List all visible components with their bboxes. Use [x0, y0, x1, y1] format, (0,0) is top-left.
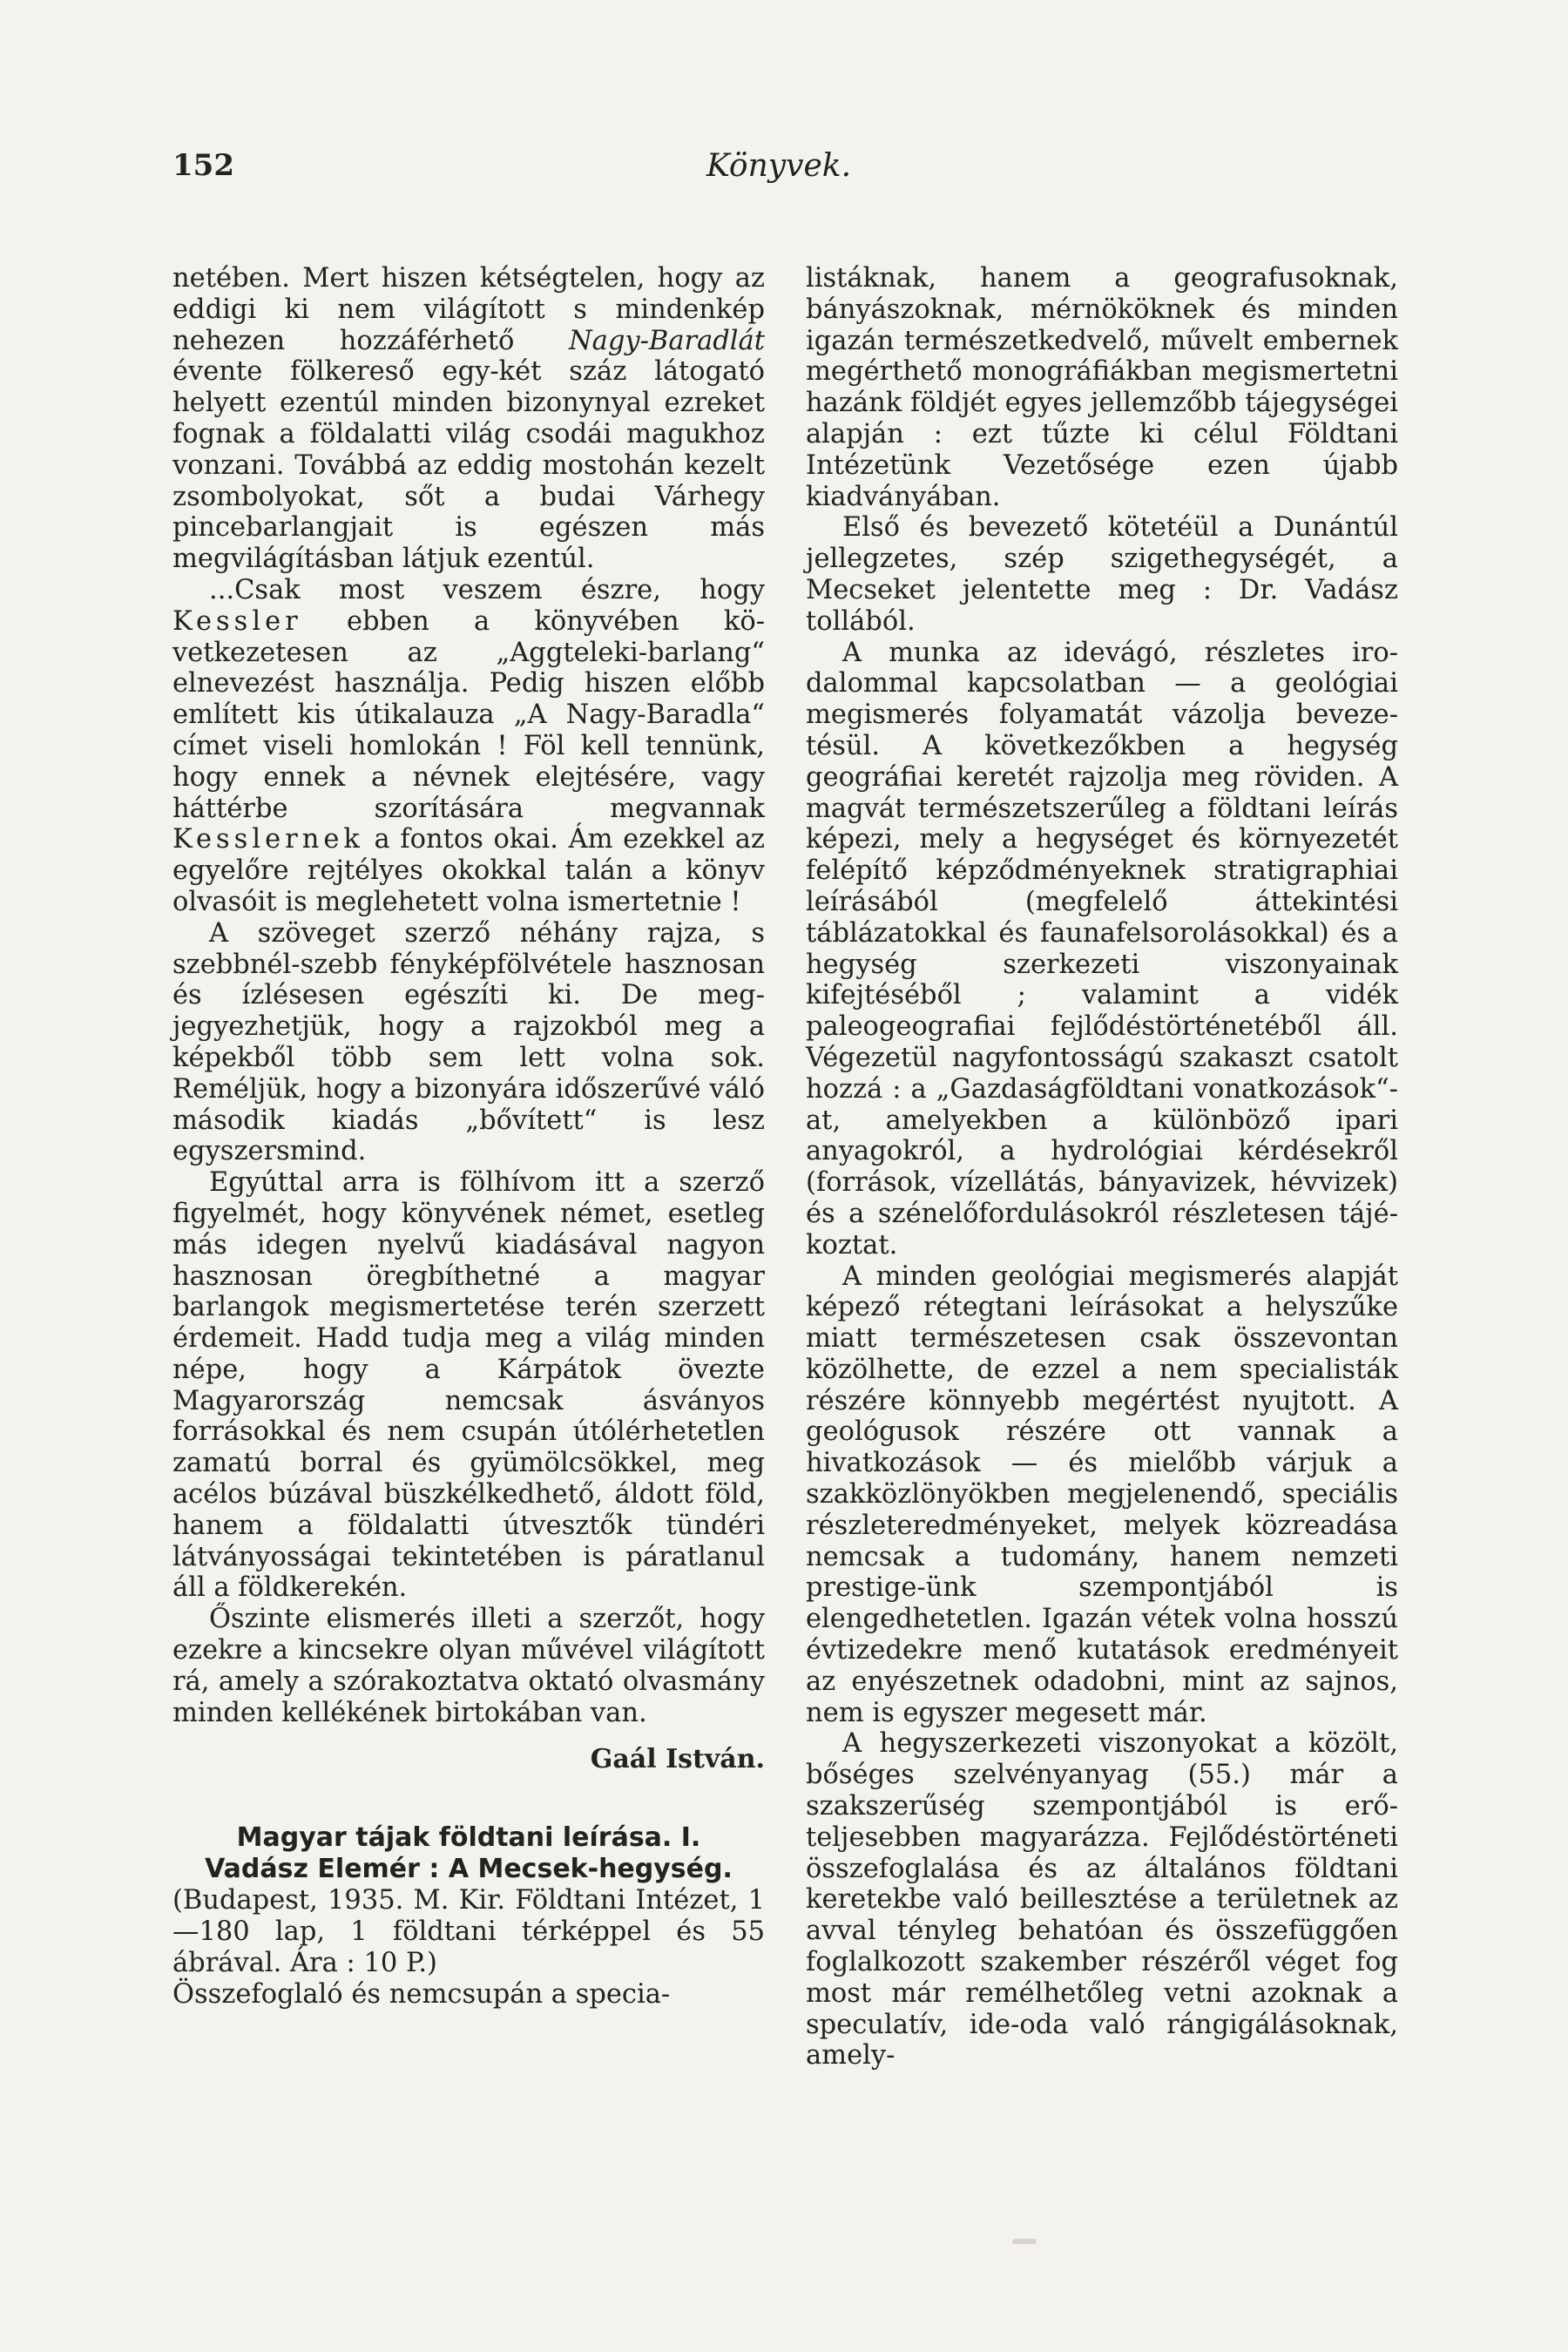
left-paragraph-3: A szöveget szerző néhány rajza, s szebbnél-szebb fényképfölvétele hasznosan és ízlésesen egészíti ki. De megjegyezhetjük, hogy a rajzokból meg a képekből több sem lett volna sok. Reméljük, hogy a bizonyára időszerűvé váló második kiadás „bővített“ is lesz egyszersmind. [172, 917, 765, 1167]
right-column [806, 263, 1398, 2072]
text-run: ...Csak most veszem észre, hogy [209, 574, 765, 605]
book-series-title: Magyar tájak földtani leírása. I. [236, 1822, 701, 1854]
book-publication-info: (Budapest, 1935. M. Kir. Földtani Intézet, 1—180 lap, 1 földtani térképpel és 55 ábrával. Ára : 10 P.) [172, 1885, 765, 1978]
left-paragraph-1 [172, 263, 765, 575]
right-paragraph-1: listáknak, hanem a geografusoknak, bányászoknak, mérnököknek és minden igazán természetkedvelő, művelt embernek megérthető monográfiákban megismertetni hazánk földjét egyes jellemzőbb tájegységei alapján : ezt tűzte ki célul Földtani Intézetünk Vezetősége ezen újabb kiadványában. [806, 263, 1398, 512]
italic-term: Nagy-Baradlát [568, 325, 765, 356]
left-column [172, 263, 765, 2010]
left-paragraph-4: Egyúttal arra is fölhívom itt a szerző figyelmét, hogy könyvének német, esetleg más idegen nyelvű kiadásával nagyon hasznosan öregbíthetné a magyar barlangok megismertetése terén szerzett érdemeit. Hadd tudja meg a világ minden népe, hogy a Kárpátok övezte Magyarország nemcsak ásványos forrásokkal és nem csupán útólérhetetlen zamatú borral és gyümölcsökkel, meg acélos búzával büszkélkedhető, áldott föld, hanem a földalatti útvesztők tündéri látványosságai tekintetében is páratlanul áll a földkerekén. [172, 1167, 765, 1604]
book-author-title: Vadász Elemér : A Mecsek-hegység. [205, 1854, 733, 1885]
running-title: Könyvek. [706, 148, 852, 184]
ink-smudge [1012, 2239, 1037, 2244]
right-paragraph-3: A munka az idevágó, részletes irodalommal kapcsolatban — a geológiai megismerés folyamatát vázolja bevezetésül. A következőkben a hegység geográfiai keretét rajzolja meg röviden. A magvát természetszerűleg a földtani leírás képezi, mely a hegységet és környezetét felépítő képződményeknek stratigraphiai leírásából (megfelelő áttekintési táblázatokkal és faunafelsorolásokkal) és a hegység szerkezeti viszonyainak kifejtéséből ; valamint a vidék paleogeografiai fejlődéstörténetéből áll. Végezetül nagyfontosságú szakaszt csatolt hozzá : a „Gazdaságföldtani vonatkozások“-at, amelyekben a különböző ipari anyagokról, a hydrológiai kérdésekről (források, vízellátás, bányavizek, hévvizek) és a szénelőfordulásokról részletesen tájékoztat. [806, 637, 1398, 1260]
left-paragraph-2 [172, 575, 765, 918]
text-run: netében. Mert hiszen kétségtelen, hogy az eddigi ki nem világított s mindenkép nehezen hozzáférhető [172, 263, 765, 356]
text-run: évente fölkereső egy-két száz látogató helyett ezentúl minden bizonynyal ezreket fognak a földalatti világ csodái magukhoz vonzani. Továbbá az eddig mostohán kezelt zsombolyokat, sőt a budai Várhegy pincebarlangjait is egészen más megvilágításban látjuk ezentúl. [172, 356, 765, 575]
text-run: a fontos okai. Ám ezekkel az egyelőre rejtélyes okokkal talán a könyv olvasóit is meglehetett volna ismertetnie ! [172, 824, 765, 917]
spaced-name: Kessler [172, 605, 302, 637]
book-review-heading [172, 1822, 765, 1885]
right-paragraph-4: A minden geológiai megismerés alapját képező rétegtani leírásokat a helyszűke miatt természetesen csak összevontan közölhette, de ezzel a nem specialisták részére könnyebb megértést nyujtott. A geológusok részére ott vannak a hivatkozások — és mielőbb várjuk a szakközlönyökben megjelenendő, speciális részleteredményeket, melyek közreadása nemcsak a tudomány, hanem nemzeti prestige-ünk szempontjából is elengedhetetlen. Igazán vétek volna hosszú évtizedekre menő kutatások eredményeit az enyészetnek odadobni, mint az sajnos, nem is egyszer megesett már. [806, 1260, 1398, 1728]
right-paragraph-2: Első és bevezető kötetéül a Dunántúl jellegzetes, szép szigethegységét, a Mecseket jelentette meg : Dr. Vadász tollából. [806, 512, 1398, 637]
left-paragraph-6: Összefoglaló és nemcsupán a specia- [172, 1978, 671, 2010]
text-run: ebben a könyvében következetesen az „Aggteleki-barlang“ elnevezést használja. Pedig hiszen előbb említett kis útikalauza „A Nagy-Baradla“ címet viseli homlokán ! Föl kell tennünk, hogy ennek a névnek elejtésére, vagy háttérbe szorítására megvannak [172, 605, 765, 824]
right-paragraph-5: A hegyszerkezeti viszonyokat a közölt, bőséges szelvényanyag (55.) már a szakszerűség szempontjából is erőteljesebben magyarázza. Fejlődéstörténeti összefoglalása és az általános földtani keretekbe való beillesztése a területnek az avval tényleg behatóan és összefüggően foglalkozott szakember részéről véget fog most már remélhetőleg vetni azoknak a speculatív, ide-oda való rángigálásoknak, amely- [806, 1728, 1398, 2072]
left-paragraph-5: Őszinte elismerés illeti a szerzőt, hogy ezekre a kincsekre olyan művével világított rá, amely a szórakoztatva oktató olvasmány minden kellékének birtokában van. [172, 1604, 765, 1728]
spaced-name: Kesslernek [172, 824, 364, 855]
reviewer-signature: Gaál István. [590, 1744, 765, 1775]
page-header [172, 148, 1385, 192]
page-number: 152 [172, 148, 234, 183]
